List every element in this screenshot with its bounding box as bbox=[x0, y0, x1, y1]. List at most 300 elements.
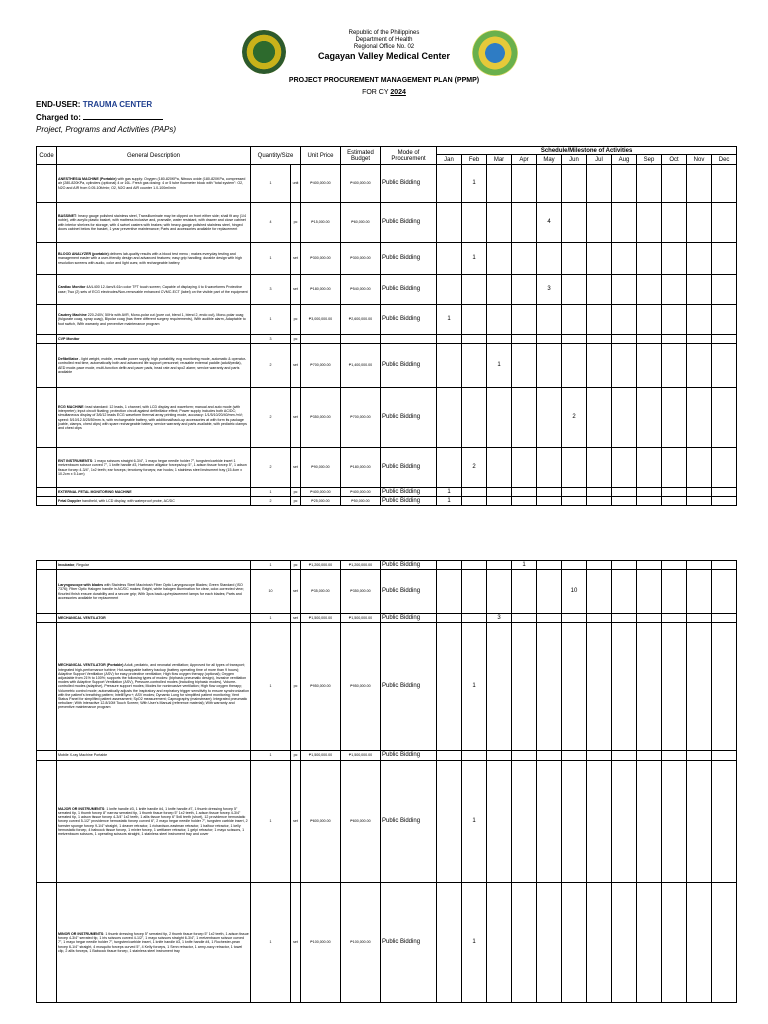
month-cell bbox=[462, 488, 487, 497]
item-mode: Public Bidding bbox=[381, 203, 437, 243]
month-cell bbox=[562, 448, 587, 488]
month-cell bbox=[487, 335, 512, 344]
item-title: Incubator bbox=[58, 562, 75, 567]
month-cell bbox=[587, 275, 612, 305]
item-title: ANESTHESIA MACHINE (Portable) bbox=[58, 177, 117, 182]
item-spec: : heavy gauge polished stainless steel, Transilluminate may be clipped on front either side; shall fit any (1/4 noble), with acrylic plastic basket, with mattress inclusive and, pramalle, water resistant, with drawer and close cabinet with interior shelves for storage, with 4 swivel casters with brakes; with heavy-gauge polished stainless steel, hinged doors cabinet below the basket, 1 year preventive maintenance; Parts and accessories available for replacement bbox=[58, 214, 246, 231]
month-cell bbox=[662, 561, 687, 570]
month-cell bbox=[437, 623, 462, 751]
month-cell bbox=[487, 497, 512, 506]
month-cell bbox=[537, 344, 562, 388]
item-quantity: 2 bbox=[251, 388, 291, 448]
item-description bbox=[57, 243, 251, 275]
month-cell bbox=[587, 751, 612, 761]
item-mode: Public Bidding bbox=[381, 623, 437, 751]
plan-year: 2024 bbox=[390, 89, 406, 96]
month-cell bbox=[562, 344, 587, 388]
item-description bbox=[57, 275, 251, 305]
month-cell bbox=[512, 335, 537, 344]
item-budget: ₱600,000.00 bbox=[341, 761, 381, 883]
month-cell bbox=[512, 344, 537, 388]
item-mode: Public Bidding bbox=[381, 448, 437, 488]
month-cell bbox=[587, 570, 612, 614]
item-code bbox=[37, 561, 57, 570]
month-cell bbox=[437, 570, 462, 614]
item-title: BASSINET bbox=[58, 214, 77, 219]
month-cell bbox=[437, 388, 462, 448]
month-cell bbox=[612, 165, 637, 203]
month-cell bbox=[687, 883, 712, 1003]
month-cell bbox=[637, 335, 662, 344]
month-cell bbox=[437, 614, 462, 623]
month-cell bbox=[487, 305, 512, 335]
month-cell bbox=[537, 883, 562, 1003]
for-cy-label: FOR CY bbox=[362, 89, 389, 96]
month-cell bbox=[712, 614, 737, 623]
item-mode: Public Bidding bbox=[381, 243, 437, 275]
month-cell bbox=[537, 305, 562, 335]
month-cell bbox=[537, 751, 562, 761]
item-unit: set bbox=[291, 275, 301, 305]
month-milestone: 3 bbox=[487, 614, 512, 623]
charged-to-blank bbox=[83, 119, 163, 120]
month-cell bbox=[587, 614, 612, 623]
item-quantity: 1 bbox=[251, 561, 291, 570]
month-header: May bbox=[537, 155, 562, 165]
month-header: Mar bbox=[487, 155, 512, 165]
month-cell bbox=[512, 614, 537, 623]
item-unit-price bbox=[301, 335, 341, 344]
item-unit-price: ₱600,000.00 bbox=[301, 761, 341, 883]
month-cell bbox=[687, 448, 712, 488]
month-header: Nov bbox=[687, 155, 712, 165]
month-cell bbox=[487, 275, 512, 305]
month-cell bbox=[637, 275, 662, 305]
item-unit: pc bbox=[291, 305, 301, 335]
month-cell bbox=[662, 570, 687, 614]
item-row bbox=[37, 497, 737, 506]
month-cell bbox=[587, 344, 612, 388]
month-cell bbox=[512, 751, 537, 761]
item-spec: Mobile X-ray Machine Portable bbox=[58, 753, 108, 758]
item-budget: ₱540,000.00 bbox=[341, 275, 381, 305]
month-cell bbox=[512, 243, 537, 275]
month-cell bbox=[712, 275, 737, 305]
item-code bbox=[37, 335, 57, 344]
item-spec: delivers lab-quality results with a blood test menu ; makes everyday testing and management easier with a user-friendly design and advanced features; easy grip handling; durable design with high resolution screens with audio, color and light cues; with rechargeable battery bbox=[58, 252, 242, 265]
item-quantity: 3 bbox=[251, 275, 291, 305]
month-header: Aug bbox=[612, 155, 637, 165]
item-budget: ₱60,000.00 bbox=[341, 203, 381, 243]
month-cell bbox=[487, 761, 512, 883]
item-code bbox=[37, 243, 57, 275]
item-budget: ₱1,200,000.00 bbox=[341, 561, 381, 570]
month-cell bbox=[587, 388, 612, 448]
item-row bbox=[37, 203, 737, 243]
item-quantity: 1 bbox=[251, 165, 291, 203]
item-mode: Public Bidding bbox=[381, 165, 437, 203]
month-header: Apr bbox=[512, 155, 537, 165]
month-cell bbox=[587, 305, 612, 335]
month-cell bbox=[512, 488, 537, 497]
item-description bbox=[57, 623, 251, 751]
item-description bbox=[57, 883, 251, 1003]
item-title: Fetal Doppler bbox=[58, 498, 81, 503]
month-milestone: 1 bbox=[462, 761, 487, 883]
month-cell bbox=[687, 497, 712, 506]
month-cell bbox=[637, 570, 662, 614]
month-cell bbox=[537, 570, 562, 614]
month-cell bbox=[612, 761, 637, 883]
item-title: ECG MACHINE bbox=[58, 404, 84, 409]
month-cell bbox=[662, 335, 687, 344]
month-cell bbox=[612, 203, 637, 243]
ppmp-table-page-1 bbox=[36, 146, 737, 506]
item-budget: ₱950,000.00 bbox=[341, 623, 381, 751]
item-mode: Public Bidding bbox=[381, 497, 437, 506]
item-budget bbox=[341, 335, 381, 344]
item-budget: ₱2,600,000.00 bbox=[341, 305, 381, 335]
month-cell bbox=[512, 388, 537, 448]
month-cell bbox=[662, 275, 687, 305]
month-cell bbox=[687, 243, 712, 275]
item-row bbox=[37, 165, 737, 203]
item-spec: : 1 thumb dressing forcep 5" serrated tip, 2 thumb tissue forcep 5" 1x2 teeth, 1 adson tissue forcep 4-3/4" serrated tip, 1 iris scissors curved 4-1/2", 1 mayo scissors straight 6-3/4", 1 metzenbaum scissor curved 7", 1 mayo hegar needle holder 7", tungsten/carbide insert, 1 knife handle #3, 1 knife handle #4, 1 Rochester-pean forcep 6-1/4" straight, 4 mosquito forceps curved 5", 4 Kelly forceps, 1 Senn retractor, 1 army-navy retractor, 1 towel clip, 2 allis forceps, 1 Babcock tissue forcep, 1 stainless steel instrument tray bbox=[58, 931, 249, 953]
month-milestone: 1 bbox=[437, 497, 462, 506]
month-cell bbox=[587, 203, 612, 243]
item-code bbox=[37, 570, 57, 614]
charged-to-label: Charged to: bbox=[36, 113, 81, 122]
item-title: Cautery Machine bbox=[58, 313, 87, 318]
item-unit: unit bbox=[291, 165, 301, 203]
month-cell bbox=[637, 165, 662, 203]
month-cell bbox=[662, 243, 687, 275]
month-cell bbox=[687, 275, 712, 305]
item-unit-price: ₱400,000.00 bbox=[301, 488, 341, 497]
month-cell bbox=[612, 448, 637, 488]
item-code bbox=[37, 751, 57, 761]
month-cell bbox=[612, 305, 637, 335]
item-spec: : lead standard: 12 leads, 1 channel, with LCD display and waveform; manual and auto mode (with interpreter); input circuit floating; protection circuit against defibrillator effect; Power supply includes both AC/DC; simultaneous display of 3/6/12 leads ECG waveform thermal array printing mode, accuracy: 1/1/5/10/20/40/mm /mV; speed: 5/10/12.5/25/50mm /s, with rechargeable battery, with additional/back-up accessories at with form its package (cable, clamps, chest clips) with spare rechargeable battery, service warranty and parts available, with pediatric clamps and chest clips bbox=[58, 404, 247, 430]
month-cell bbox=[462, 614, 487, 623]
month-milestone: 1 bbox=[487, 344, 512, 388]
item-quantity: 10 bbox=[251, 570, 291, 614]
month-cell bbox=[662, 344, 687, 388]
month-cell bbox=[487, 243, 512, 275]
month-cell bbox=[637, 344, 662, 388]
item-spec: Adult, pediatric, and neonatal ventilation; Approved for all types of transport; Integrated high-performance turbine; Hot-swappable battery backup (battery operating time of more than 9 hours); Adaptive Support Ventilation (ASV) for easy protective ventilation; High flow oxygen therapy (optional); Oxygen adjustable from 21% to 100%; supports the following types of modes: (biphasic pneumatic design), Invasive ventilation modes with Adaptive Support Ventilation (ASV), Pressure-controlled modes (including biphasic modes), Volume-controlled modes (adaptive), Pressure support modes; Modes for noninvasive ventilation; High flow oxygen therapy; Volumetric control mode; automatically adjusts the inspiratory and expiratory trigger sensitivity to ensure synchronization with the patient's breathing pattern; IntelliSync+; ASV modes; Dynamic Lung for simplified patient monitoring; Vent Status Panel for simplified patient assessment; SpO2 measurement; Capnography (mainstream); Integrated pneumatic nebulizer; With Interactive 12.8/10M Touch Screen; With User's Manual (reference material); With warranty and preventive maintenance program bbox=[58, 663, 249, 710]
item-quantity: 1 bbox=[251, 883, 291, 1003]
month-cell bbox=[487, 561, 512, 570]
month-cell bbox=[562, 883, 587, 1003]
month-cell bbox=[712, 344, 737, 388]
month-cell bbox=[712, 561, 737, 570]
item-unit: pc bbox=[291, 203, 301, 243]
month-cell bbox=[637, 388, 662, 448]
month-cell bbox=[537, 243, 562, 275]
month-cell bbox=[712, 488, 737, 497]
month-cell bbox=[562, 751, 587, 761]
month-cell bbox=[712, 335, 737, 344]
item-budget: ₱1,400,000.00 bbox=[341, 344, 381, 388]
month-cell bbox=[662, 497, 687, 506]
item-title: Defibrillator bbox=[58, 357, 79, 362]
item-unit-price: ₱25,000.00 bbox=[301, 497, 341, 506]
month-milestone: 1 bbox=[462, 883, 487, 1003]
item-row bbox=[37, 570, 737, 614]
month-cell bbox=[462, 305, 487, 335]
month-cell bbox=[637, 243, 662, 275]
month-cell bbox=[587, 335, 612, 344]
charged-to-line bbox=[36, 113, 163, 122]
month-cell bbox=[712, 751, 737, 761]
item-unit: pc bbox=[291, 561, 301, 570]
item-title: Cardiac Monitor bbox=[58, 285, 86, 290]
month-cell bbox=[487, 165, 512, 203]
month-header: Jun bbox=[562, 155, 587, 165]
item-unit-price: ₱400,000.00 bbox=[301, 165, 341, 203]
item-code bbox=[37, 203, 57, 243]
item-description bbox=[57, 305, 251, 335]
item-quantity: 3 bbox=[251, 335, 291, 344]
item-unit: set bbox=[291, 570, 301, 614]
month-cell bbox=[462, 570, 487, 614]
month-cell bbox=[637, 203, 662, 243]
item-spec: with Stainless Steel Macintosh Fiber Optic Laryngoscope Blades; Green Standard (ISO 7376); Fiber Optic Halogen handle in AC/DC makes; Bright, white halogen illumination for clear, color-corrected view; Knurled finish ensure durability and a secure grip; With 3pcs back-up/replacement lamps for each blades; Parts and accessories available for replacement bbox=[58, 583, 244, 600]
item-budget: ₱1,500,000.00 bbox=[341, 614, 381, 623]
month-header: Dec bbox=[712, 155, 737, 165]
month-milestone: 2 bbox=[562, 388, 587, 448]
item-unit-price: ₱1,500,000.00 bbox=[301, 614, 341, 623]
month-cell bbox=[712, 570, 737, 614]
month-cell bbox=[562, 203, 587, 243]
item-unit: set bbox=[291, 243, 301, 275]
col-schedule: Schedule/Milestone of Activities bbox=[437, 147, 737, 155]
month-cell bbox=[562, 614, 587, 623]
item-quantity: 2 bbox=[251, 448, 291, 488]
item-title: CVP Monitor bbox=[58, 336, 80, 341]
item-row bbox=[37, 751, 737, 761]
month-cell bbox=[612, 344, 637, 388]
month-cell bbox=[712, 623, 737, 751]
item-code bbox=[37, 488, 57, 497]
item-mode: Public Bidding bbox=[381, 488, 437, 497]
month-cell bbox=[437, 344, 462, 388]
item-unit-price: ₱950,000.00 bbox=[301, 623, 341, 751]
month-milestone: 1 bbox=[512, 561, 537, 570]
item-unit-price: ₱1,200,000.00 bbox=[301, 561, 341, 570]
month-cell bbox=[562, 335, 587, 344]
month-cell bbox=[587, 497, 612, 506]
month-cell bbox=[487, 883, 512, 1003]
item-row bbox=[37, 761, 737, 883]
item-description bbox=[57, 614, 251, 623]
item-spec: - light weight, mobile, versatile power supply, high portability, ecg monitoring mode, automatic & operator-controlled real time, automatically both and advanced life support personnel; reusable external paddle (adult/pedia), AED mode-pace mode, multi-function defib and pacer pads, head rate and spo2 alarm; service warranty and parts available bbox=[58, 357, 247, 374]
month-cell bbox=[637, 497, 662, 506]
item-budget: ₱1,500,000.00 bbox=[341, 751, 381, 761]
item-budget: ₱400,000.00 bbox=[341, 488, 381, 497]
item-mode: Public Bidding bbox=[381, 305, 437, 335]
month-milestone: 10 bbox=[562, 570, 587, 614]
month-cell bbox=[562, 243, 587, 275]
month-cell bbox=[562, 561, 587, 570]
month-cell bbox=[487, 448, 512, 488]
item-row bbox=[37, 388, 737, 448]
month-cell bbox=[662, 614, 687, 623]
month-cell bbox=[462, 751, 487, 761]
item-spec: with gas supply: Oxygen (180-820KPa, Nitrous oxide (180-820KPa, compressed air (280-820KPa, cylinders (optional) 4 or 16L. Fresh gas dosing: 4 or 5 tube flowmeter block with "total system": O2, N2O and AIR from 0.05-10lt/min; O2, N2O and AIR counter 1.0-100ml/min bbox=[58, 177, 246, 190]
month-cell bbox=[537, 561, 562, 570]
item-unit: set bbox=[291, 448, 301, 488]
month-cell bbox=[462, 335, 487, 344]
month-cell bbox=[512, 761, 537, 883]
col-code: Code bbox=[37, 147, 57, 165]
item-quantity: 2 bbox=[251, 344, 291, 388]
end-user-value: TRAUMA CENTER bbox=[82, 100, 153, 109]
month-cell bbox=[562, 488, 587, 497]
month-cell bbox=[612, 243, 637, 275]
month-cell bbox=[487, 570, 512, 614]
item-description bbox=[57, 761, 251, 883]
item-spec: 220-240V, 50Hz with AVR, Mono-polar cut (pure cut, blend 1, blend 2, endo cut), Mono-polar coag (fulgurate coag, spray coag), Bipolar coag (has three different surgery requirements), With audible alarm, Adaptable to foot switch, With warranty and preventive maintenance program bbox=[58, 313, 246, 326]
month-cell bbox=[712, 761, 737, 883]
item-mode bbox=[381, 335, 437, 344]
month-cell bbox=[612, 883, 637, 1003]
month-cell bbox=[687, 761, 712, 883]
month-cell bbox=[637, 614, 662, 623]
month-cell bbox=[637, 488, 662, 497]
item-row bbox=[37, 335, 737, 344]
item-title: Laryngoscope with blades bbox=[58, 583, 104, 588]
month-cell bbox=[687, 561, 712, 570]
item-mode: Public Bidding bbox=[381, 275, 437, 305]
item-code bbox=[37, 305, 57, 335]
item-description bbox=[57, 203, 251, 243]
month-header: Jan bbox=[437, 155, 462, 165]
month-cell bbox=[612, 497, 637, 506]
month-cell bbox=[437, 165, 462, 203]
item-row bbox=[37, 614, 737, 623]
month-header: Oct bbox=[662, 155, 687, 165]
month-cell bbox=[712, 305, 737, 335]
item-row bbox=[37, 275, 737, 305]
month-cell bbox=[662, 883, 687, 1003]
item-description bbox=[57, 561, 251, 570]
col-quantity: Quantity/Size bbox=[251, 147, 301, 165]
month-cell bbox=[512, 275, 537, 305]
month-header: Jul bbox=[587, 155, 612, 165]
month-cell bbox=[687, 623, 712, 751]
item-code bbox=[37, 448, 57, 488]
item-unit: pc bbox=[291, 623, 301, 751]
item-spec: : 1 mayo scissors straight 6-3/4", 1 mayo hegar needle holder 7", tungsten/carbide insert 1 metzenbaum scissor curved 7", 1 knife handle #3, Hartmann alligator forceps/cup 5", 1 adson tissue forcep 5", 1 adson tissue forcep 4-3/4", 1x2 teeth; ear forceps; tenotomy forceps; ear hooks; 1 stainless steel instrument tray (15.4cm x 10.2cm x 5.1cm) bbox=[58, 459, 247, 476]
month-cell bbox=[537, 623, 562, 751]
month-cell bbox=[712, 165, 737, 203]
item-quantity: 1 bbox=[251, 488, 291, 497]
month-cell bbox=[662, 388, 687, 448]
month-cell bbox=[712, 243, 737, 275]
month-cell bbox=[437, 448, 462, 488]
month-cell bbox=[512, 623, 537, 751]
month-cell bbox=[437, 761, 462, 883]
col-estimated-budget: Estimated Budget bbox=[341, 147, 381, 165]
month-cell bbox=[537, 614, 562, 623]
col-description: General Description bbox=[57, 147, 251, 165]
month-cell bbox=[437, 883, 462, 1003]
month-cell bbox=[587, 488, 612, 497]
month-cell bbox=[612, 614, 637, 623]
month-header: Feb bbox=[462, 155, 487, 165]
item-quantity: 1 bbox=[251, 761, 291, 883]
item-spec: handheld, with LCD display, with waterproof probe, AC/DC bbox=[80, 498, 175, 503]
item-mode: Public Bidding bbox=[381, 761, 437, 883]
month-cell bbox=[562, 305, 587, 335]
month-cell bbox=[637, 448, 662, 488]
month-cell bbox=[512, 165, 537, 203]
item-unit: set bbox=[291, 614, 301, 623]
month-cell bbox=[662, 751, 687, 761]
item-code bbox=[37, 497, 57, 506]
month-cell bbox=[712, 203, 737, 243]
item-quantity: 1 bbox=[251, 614, 291, 623]
month-cell bbox=[587, 165, 612, 203]
month-cell bbox=[512, 497, 537, 506]
item-description bbox=[57, 751, 251, 761]
month-cell bbox=[512, 448, 537, 488]
item-quantity: 1 bbox=[251, 751, 291, 761]
item-spec: : 1 knife handle #3, 1 knife handle #4, 1 knife handle #7, 1 thumb dressing forcep 5" serrated tip, 1 thumb forcep 8" narrow serrated tip, 1 thumb tissue forcep 5" 1x2 teeth, 1 adson tissue forcep 4-3/4" serrated tip, 1 adson tissue forcep 4-3/4" 1x2 teeth, 1 allis tissue forcep 6" 5x6 teeth (short), 12 providence hemostatic forcep curved 5-1/2" providence hemostatic forcep curved 6", 2 mayo hegar needle holder 7", tungsten carbide insert, 2 foerster sponge forcep 9-1/4" straight, 1 deaver retractor, 1 richardson-eastman retractor, 1 balfour retractor, 1 kelly hemostatic forcep, 4 babcock tissue forcep, 1 mixter forcep, 1 weitlaner retractor, 1 gelpi retractor; 1 mayo scissors, 1 metzenbaum scissors, 1 operating scissors straight, 1 stainless steel instrument tray and cover bbox=[58, 806, 248, 836]
item-row bbox=[37, 448, 737, 488]
month-cell bbox=[587, 761, 612, 883]
item-quantity: 1 bbox=[251, 243, 291, 275]
month-cell bbox=[512, 570, 537, 614]
month-cell bbox=[562, 165, 587, 203]
item-unit-price: ₱35,000.00 bbox=[301, 570, 341, 614]
item-unit: pc bbox=[291, 488, 301, 497]
month-cell bbox=[637, 623, 662, 751]
month-cell bbox=[587, 448, 612, 488]
month-cell bbox=[687, 751, 712, 761]
month-cell bbox=[487, 751, 512, 761]
item-budget: ₱700,000.00 bbox=[341, 388, 381, 448]
item-title: MECHANICAL VENTILATOR bbox=[58, 615, 106, 620]
month-cell bbox=[712, 448, 737, 488]
month-cell bbox=[612, 388, 637, 448]
month-cell bbox=[587, 623, 612, 751]
month-cell bbox=[462, 344, 487, 388]
item-code bbox=[37, 275, 57, 305]
month-cell bbox=[462, 275, 487, 305]
month-cell bbox=[537, 761, 562, 883]
month-cell bbox=[512, 305, 537, 335]
month-cell bbox=[712, 883, 737, 1003]
month-cell bbox=[462, 561, 487, 570]
item-description bbox=[57, 344, 251, 388]
item-mode: Public Bidding bbox=[381, 883, 437, 1003]
month-cell bbox=[487, 203, 512, 243]
month-cell bbox=[612, 488, 637, 497]
ppmp-page-2 bbox=[0, 560, 768, 1024]
month-cell bbox=[537, 497, 562, 506]
item-title: EXTERNAL FETAL MONITORING MACHINE bbox=[58, 489, 132, 494]
item-budget: ₱300,000.00 bbox=[341, 243, 381, 275]
month-cell bbox=[562, 497, 587, 506]
month-cell bbox=[687, 335, 712, 344]
item-code bbox=[37, 761, 57, 883]
item-code bbox=[37, 614, 57, 623]
month-cell bbox=[612, 751, 637, 761]
item-unit-price: ₱15,000.00 bbox=[301, 203, 341, 243]
